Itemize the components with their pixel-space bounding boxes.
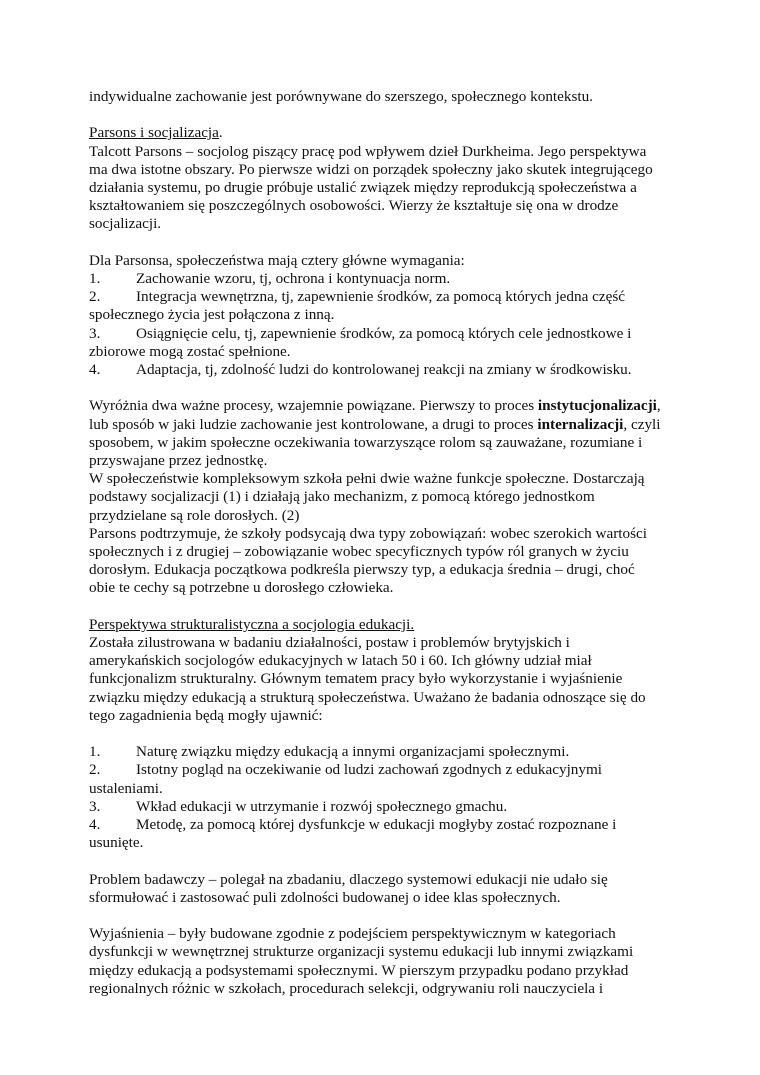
list-text: Wkład edukacji w utrzymanie i rozwój społecznego gmachu. <box>136 797 508 815</box>
spacer <box>89 852 664 870</box>
list-number: 4. <box>89 816 101 834</box>
list-text: Istotny pogląd na oczekiwanie od ludzi zachowań zgodnych z edukacyjnymi ustaleniami. <box>89 761 603 797</box>
list-text: Zachowanie wzoru, tj, ochrona i kontynuacja norm. <box>136 270 451 287</box>
paragraph-school-functions: W społeczeństwie kompleksowym szkoła pełni dwie ważne funkcje społeczne. Dostarczają podstawy socjalizacji (1) i działają jako mechanizm, z pomocą którego jednostkom przydzielane są role dorosłych. (2) <box>89 470 645 524</box>
list-number: 2. <box>89 288 101 306</box>
list-item <box>89 361 664 379</box>
spacer <box>89 907 664 925</box>
list-number: 3. <box>89 324 101 342</box>
section-heading-parsons <box>89 124 664 142</box>
spacer <box>89 598 664 616</box>
list-item <box>89 798 664 816</box>
spacer <box>89 106 664 124</box>
paragraph-structuralism: Została zilustrowana w badaniu działalności, postaw i problemów brytyjskich i amerykańskich socjologów edukacyjnych w latach 50 i 60. Ich główny udział miał funkcjonalizm strukturalny. Głównym tematem pracy było wykorzystanie i wyjaśnienie związku między edukacją a strukturą społeczeństwa. Uważano że badania odnoszące się do tego zagadnienia będą mogły ujawnić: <box>89 634 646 724</box>
list-number: 3. <box>89 797 101 815</box>
list-item <box>89 816 664 852</box>
list-text: Naturę związku między edukacją a innymi organizacjami społecznymi. <box>136 743 570 761</box>
heading-text: Parsons i socjalizacja <box>89 124 219 142</box>
list-intro: Dla Parsonsa, społeczeństwa mają cztery główne wymagania: <box>89 251 465 269</box>
list-number: 1. <box>89 743 101 761</box>
list-number: 4. <box>89 361 101 379</box>
list-number: 2. <box>89 761 101 779</box>
paragraph-parsons-intro: Talcott Parsons – socjolog piszący pracę pod wpływem dzieł Durkheima. Jego perspektywa ma dwa istotne obszary. Po pierwsze widzi on porządek społeczny jako skutek integrującego działania systemu, po drugie próbuje ustalić związek między reprodukcją społeczeństwa a kształtowaniem się poszczególnych osobowości. Wierzy że kształtuje się ona w drodze socjalizacji. <box>89 142 653 233</box>
spacer <box>89 234 664 252</box>
list-item <box>89 270 664 288</box>
intro-line: indywidualne zachowanie jest porównywane do szerszego, społecznego kontekstu. <box>89 88 593 105</box>
paragraph-explanations: Wyjaśnienia – były budowane zgodnie z podejściem perspektywicznym w kategoriach dysfunkcji w wewnętrznej strukturze organizacji systemu edukacji lub innymi związkami między edukacją a podsystemami społecznymi. W pierszym przypadku podano przykład regionalnych różnic w szkołach, procedurach selekcji, odgrywaniu roli nauczyciela i <box>89 925 634 997</box>
spacer <box>89 379 664 397</box>
bold-term: internalizacji <box>537 415 624 433</box>
bold-term: instytucjonalizacji <box>537 397 657 415</box>
list-item <box>89 761 664 797</box>
paragraph-processes <box>89 397 664 470</box>
list-number: 1. <box>89 270 101 287</box>
list-text: Adaptacja, tj, zdolność ludzi do kontrolowanej reakcji na zmiany w środkowisku. <box>136 361 632 379</box>
paragraph-commitments: Parsons podtrzymuje, że szkoły podsycają dwa typy zobowiązań: wobec szerokich wartości społecznych i z drugiej – zobowiązanie wobec specyficznych typów ról granych w życiu dorosłym. Edukacja początkowa podkreśla pierwszy typ, a edukacja średnia – drugi, choć obie te cechy są potrzebne u dorosłego człowieka. <box>89 524 647 597</box>
text-run: Wyróżnia dwa ważne procesy, wzajemnie powiązane. Pierwszy to proces <box>89 397 538 415</box>
section-heading-structuralism: Perspektywa strukturalistyczna a socjologia edukacji. <box>89 615 415 633</box>
list-text: Integracja wewnętrzna, tj, zapewnienie środków, za pomocą których jedna część społecznego życia jest połączona z inną. <box>89 288 626 324</box>
list-item <box>89 325 664 361</box>
list-text: Osiągnięcie celu, tj, zapewnienie środków, za pomocą których cele jednostkowe i zbiorowe mogą zostać spełnione. <box>89 324 632 360</box>
list-item <box>89 288 664 324</box>
heading-tail: . <box>218 124 223 142</box>
spacer <box>89 725 664 743</box>
text-run: , lub sposób w jaki ludzie zachowanie jest kontrolowane, a drugi to proces <box>89 397 661 433</box>
text-run: , czyli sposobem, w jakim społeczne oczekiwania towarzyszące rolom są zauważane, rozumiane i przyswajane przez jednostkę. <box>89 415 661 470</box>
paragraph-research-problem: Problem badawczy – polegał na zbadaniu, dlaczego systemowi edukacji nie udało się sformułować i zastosować puli zdolności budowanej o idee klas społecznych. <box>89 870 608 906</box>
list-text: Metodę, za pomocą której dysfunkcje w edukacji mogłyby zostać rozpoznane i usunięte. <box>89 816 617 852</box>
list-item <box>89 743 664 761</box>
